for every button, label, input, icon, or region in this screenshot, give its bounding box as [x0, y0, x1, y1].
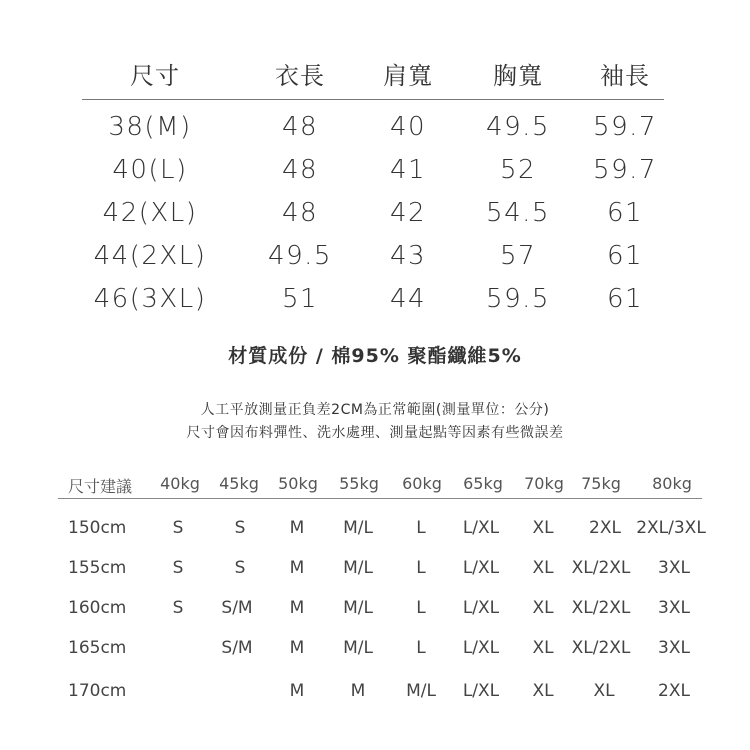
height-label: 160cm [68, 598, 127, 618]
size-cell: L/XL [462, 598, 500, 618]
size-cell: M/L [343, 558, 373, 578]
size-cell: S/M [221, 598, 253, 618]
size-cell: M [350, 681, 366, 701]
shoulder-value: 41 [389, 155, 427, 185]
shoulder-value: 42 [389, 198, 427, 228]
size-cell: L [416, 558, 426, 578]
size-cell: S [234, 558, 246, 578]
weight-header: 60kg [402, 474, 442, 493]
size-cell: XL/2XL [571, 598, 631, 618]
shoulder-value: 44 [389, 284, 427, 314]
shoulder-value: 40 [389, 112, 427, 142]
weight-header: 50kg [278, 474, 318, 493]
sleeve-value: 59.7 [593, 155, 657, 185]
measurement-note: 人工平放測量正負差2CM為正常範圍(測量單位：公分) [200, 402, 550, 418]
length-value: 48 [281, 198, 319, 228]
size-header-length: 衣長 [275, 62, 325, 90]
weight-header: 55kg [339, 474, 379, 493]
size-cell: M [289, 598, 305, 618]
weight-header: 80kg [652, 474, 692, 493]
size-cell: M [289, 681, 305, 701]
variance-note: 尺寸會因布料彈性、洗水處理、測量起點等因素有些微誤差 [186, 425, 564, 441]
size-cell: M/L [406, 681, 436, 701]
height-label: 170cm [68, 681, 127, 701]
size-cell: M/L [343, 598, 373, 618]
size-label: 40(L) [112, 155, 188, 185]
shoulder-value: 43 [389, 241, 427, 271]
chest-value: 57 [499, 241, 537, 271]
length-value: 49.5 [268, 241, 332, 271]
height-label: 155cm [68, 558, 127, 578]
size-cell: XL [532, 558, 554, 578]
sleeve-value: 61 [606, 284, 644, 314]
size-label: 46(3XL) [93, 284, 207, 314]
material-composition: 材質成份 / 棉95% 聚酯纖維5% [228, 345, 522, 367]
height-label: 165cm [68, 638, 127, 658]
size-cell: S [234, 518, 246, 538]
size-cell: 3XL [658, 598, 690, 618]
size-cell: L/XL [462, 638, 500, 658]
size-cell: XL [532, 638, 554, 658]
size-cell: 2XL [658, 681, 690, 701]
size-cell: 2XL [589, 518, 621, 538]
size-header-sleeve: 袖長 [600, 62, 650, 90]
weight-header: 75kg [581, 474, 621, 493]
chest-value: 49.5 [486, 112, 550, 142]
size-label: 38(M) [108, 112, 192, 142]
weight-header: 65kg [463, 474, 503, 493]
size-cell: 3XL [658, 638, 690, 658]
size-label: 44(2XL) [93, 241, 207, 271]
size-label: 42(XL) [102, 198, 198, 228]
size-table-divider [82, 99, 664, 100]
length-value: 51 [281, 284, 319, 314]
size-cell: L [416, 638, 426, 658]
size-cell: S [172, 518, 184, 538]
length-value: 48 [281, 155, 319, 185]
sleeve-value: 59.7 [593, 112, 657, 142]
size-cell: M [289, 558, 305, 578]
size-header-chest: 胸寬 [493, 62, 543, 90]
size-cell: XL [532, 518, 554, 538]
size-cell: M/L [343, 638, 373, 658]
chest-value: 59.5 [486, 284, 550, 314]
size-cell: S [172, 598, 184, 618]
size-cell: M [289, 518, 305, 538]
size-cell: S/M [221, 638, 253, 658]
length-value: 48 [281, 112, 319, 142]
size-cell: 3XL [658, 558, 690, 578]
chest-value: 54.5 [486, 198, 550, 228]
size-cell: M/L [343, 518, 373, 538]
size-cell: XL [532, 681, 554, 701]
size-cell: L/XL [462, 681, 500, 701]
size-cell: XL/2XL [571, 558, 631, 578]
size-cell: L [416, 598, 426, 618]
chest-value: 52 [499, 155, 537, 185]
height-label: 150cm [68, 518, 127, 538]
size-cell: XL [532, 598, 554, 618]
recommend-table-divider [58, 498, 702, 499]
recommend-corner-label: 尺寸建議 [68, 477, 133, 496]
sleeve-value: 61 [606, 198, 644, 228]
weight-header: 45kg [219, 474, 259, 493]
size-cell: L [416, 518, 426, 538]
size-header-size: 尺寸 [130, 62, 180, 90]
size-cell: L/XL [462, 558, 500, 578]
size-cell: M [289, 638, 305, 658]
size-cell: 2XL/3XL [636, 518, 706, 538]
sleeve-value: 61 [606, 241, 644, 271]
size-cell: XL/2XL [571, 638, 631, 658]
weight-header: 40kg [160, 474, 200, 493]
size-cell: L/XL [462, 518, 500, 538]
weight-header: 70kg [524, 474, 564, 493]
size-cell: S [172, 558, 184, 578]
size-header-shoulder: 肩寬 [383, 62, 433, 90]
size-cell: XL [593, 681, 615, 701]
